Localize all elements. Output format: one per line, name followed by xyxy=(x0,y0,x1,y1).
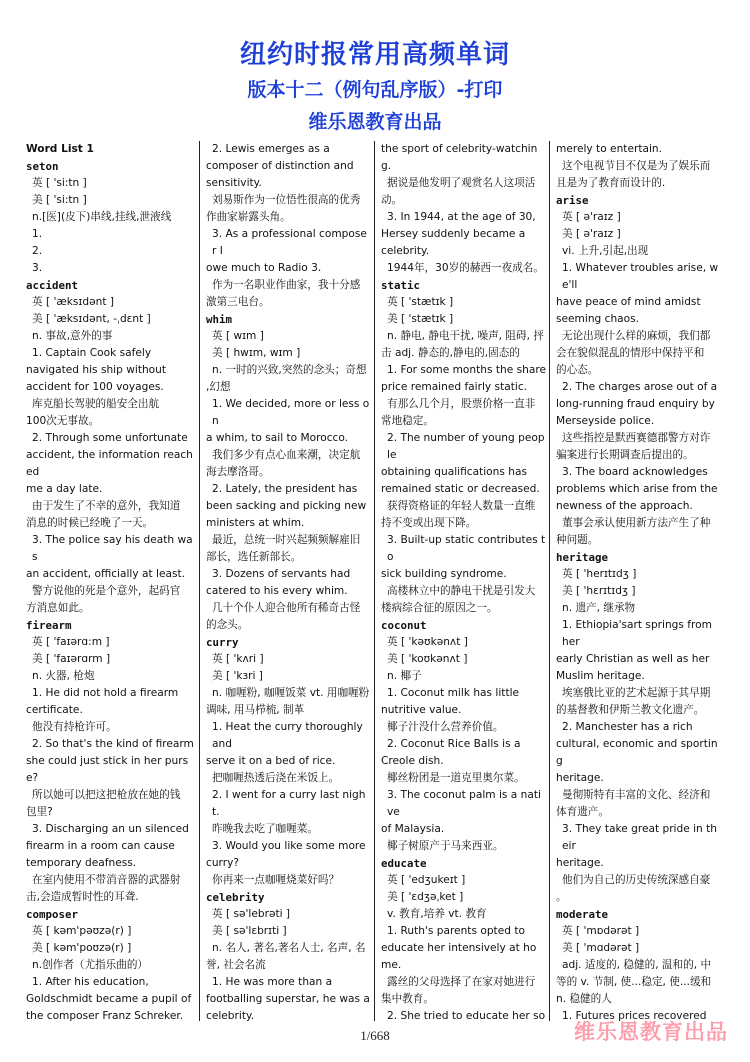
entry-line: Goldschmidt became a pupil of xyxy=(26,993,192,1005)
entry-line: 的基督教和伊斯兰教文化遗产。 xyxy=(556,704,705,716)
entry-line: 作为一名职业作曲家，我十分感 xyxy=(212,279,361,291)
entry-line: n. 椰子 xyxy=(387,670,422,682)
entry-line: 美 [ 'si:tn ] xyxy=(32,194,87,206)
entry-line: 部长，选任新部长。 xyxy=(206,551,302,563)
entry-line: 100次无事故。 xyxy=(26,415,100,427)
entry-line: 美 [ 'æksɪdənt, -ˌdɛnt ] xyxy=(32,313,151,325)
entry-line: owe much to Radio 3. xyxy=(206,262,322,274)
document-publisher: 维乐恩教育出品 xyxy=(308,111,442,133)
entry-line: 3. Dozens of servants had xyxy=(212,568,351,580)
entry-line: 露丝的父母选择了在家对她进行 xyxy=(387,976,536,988)
entry-line: merely to entertain. xyxy=(556,143,662,155)
entry-line: 1. Captain Cook safely xyxy=(32,347,152,359)
entry-line: 2. Manchester has a rich xyxy=(562,721,693,733)
entry-line: 等的 v. 节制, 使...稳定, 使...缓和 xyxy=(556,976,712,988)
headword: coconut xyxy=(381,619,427,632)
column-2 xyxy=(199,141,374,1021)
column-3 xyxy=(374,141,549,1021)
entry-line: 最近，总统一时兴起频频解雇旧 xyxy=(212,534,361,546)
entry-line: navigated his ship without xyxy=(26,364,167,376)
entry-line: 这个电视节目不仅是为了娱乐而 xyxy=(562,160,711,172)
entry-line: 1. Futures prices recovered xyxy=(562,1010,707,1021)
word-list-title: Word List 1 xyxy=(26,143,94,155)
entry-line: heritage. xyxy=(556,772,604,784)
entry-line: 几十个仆人迎合他所有稀奇古怪 xyxy=(212,602,361,614)
entry-line: 激第三电台。 xyxy=(206,296,270,308)
document-header xyxy=(0,38,750,136)
entry-line: 2. The number of young people xyxy=(387,432,545,461)
entry-line: the composer Franz Schreker. xyxy=(26,1010,184,1021)
entry-line: 英 [ 'herɪtɪdʒ ] xyxy=(562,568,637,580)
entry-line: 包里? xyxy=(26,806,53,818)
entry-line: heritage. xyxy=(556,857,604,869)
entry-line: educate her intensively at home. xyxy=(381,942,537,971)
headword: whim xyxy=(206,313,233,326)
entry-line: 1. For some months the share xyxy=(387,364,546,376)
entry-line: 在室内使用不带消音器的武器射 xyxy=(32,874,181,886)
entry-line: 美 [ 'stætɪk ] xyxy=(387,313,454,325)
entry-line: 3. Built-up static contributes to xyxy=(387,534,546,563)
headword: curry xyxy=(206,636,239,649)
entry-line: adj. 适度的, 稳健的, 温和的, 中 xyxy=(562,959,712,971)
entry-line: serve it on a bed of rice. xyxy=(206,755,336,767)
entry-line: 骗案进行长期调查后提出的。 xyxy=(556,449,694,461)
entry-line: 据说是他发明了观赏名人这项活 xyxy=(387,177,536,189)
headword: moderate xyxy=(556,908,609,921)
entry-line: been sacking and picking new xyxy=(206,500,367,512)
entry-line: 1. He was more than a xyxy=(212,976,333,988)
entry-line: Merseyside police. xyxy=(556,415,655,427)
entry-line: 2. The charges arose out of a xyxy=(562,381,718,393)
entry-line: 1. Heat the curry thoroughly and xyxy=(212,721,363,750)
entry-line: ministers at whim. xyxy=(206,517,305,529)
entry-line: remained static or decreased. xyxy=(381,483,540,495)
headword: educate xyxy=(381,857,427,870)
entry-line: vi. 上升,引起,出现 xyxy=(562,245,649,257)
entry-line: 美 [ sə'lɛbrɪti ] xyxy=(212,925,287,937)
entry-line: 英 [ 'kʌri ] xyxy=(212,653,264,665)
entry-line: newness of the approach. xyxy=(556,500,693,512)
entry-line: 2. Lately, the president has xyxy=(212,483,358,495)
entry-line: 董事会承认使用新方法产生了种 xyxy=(562,517,711,529)
column-1 xyxy=(24,141,199,1021)
entry-line: cultural, economic and sporting xyxy=(556,738,718,767)
entry-line: 美 [ 'koʊkənʌt ] xyxy=(387,653,468,665)
headword: heritage xyxy=(556,551,609,564)
entry-line: 有那么几个月，股票价格一直非 xyxy=(387,398,536,410)
entry-line: nutritive value. xyxy=(381,704,462,716)
entry-line: 无论出现什么样的麻烦，我们都 xyxy=(562,330,711,342)
entry-line: 英 [ ə'raɪz ] xyxy=(562,211,621,223)
entry-line: a whim, to sail to Morocco. xyxy=(206,432,349,444)
entry-line: 这些指控是默西赛德郡警方对诈 xyxy=(562,432,711,444)
entry-line: temporary deafness. xyxy=(26,857,137,869)
entry-line: price remained fairly static. xyxy=(381,381,528,393)
entry-line: n. 一时的兴致,突然的念头；奇想 xyxy=(212,364,367,376)
entry-line: curry? xyxy=(206,857,239,869)
entry-line: have peace of mind amidst xyxy=(556,296,701,308)
entry-line: an accident, officially at least. xyxy=(26,568,186,580)
entry-line: celebrity. xyxy=(381,245,430,257)
entry-line: 的念头。 xyxy=(206,619,249,631)
entry-line: obtaining qualifications has xyxy=(381,466,527,478)
entry-line: n. 遗产, 继承物 xyxy=(562,602,636,614)
entry-line: 美 [ 'ɛdʒəˌket ] xyxy=(387,891,464,903)
entry-line: of Malaysia. xyxy=(381,823,445,835)
document-title: 纽约时报常用高频单词 xyxy=(239,40,510,70)
entry-line: accident for 100 voyages. xyxy=(26,381,164,393)
entry-line: 美 [ ə'raɪz ] xyxy=(562,228,621,240)
entry-line: 你再来一点咖喱烧菜好吗？ xyxy=(212,874,340,886)
entry-line: accident, the information reached xyxy=(26,449,193,478)
entry-line: 1. xyxy=(32,228,43,240)
headword: firearm xyxy=(26,619,72,632)
entry-line: 1. Coconut milk has little xyxy=(387,687,520,699)
entry-line: 他没有持枪许可。 xyxy=(32,721,117,733)
entry-line: n. 稳健的人 xyxy=(556,993,612,1005)
entry-line: n. 名人, 著名,著名人士, 名声, 名 xyxy=(212,942,366,954)
entry-line: she could just stick in her purse? xyxy=(26,755,189,784)
entry-line: early Christian as well as her xyxy=(556,653,710,665)
entry-line: 英 [ 'faɪərɑ:m ] xyxy=(32,636,110,648)
entry-line: v. 教育,培养 vt. 教育 xyxy=(387,908,487,920)
entry-line: 海去摩洛哥。 xyxy=(206,466,270,478)
entry-line: 集中教育。 xyxy=(381,993,434,1005)
column-4 xyxy=(549,141,724,1021)
entry-line: problems which arise from the xyxy=(556,483,718,495)
entry-line: 1. Ruth's parents opted to xyxy=(387,925,525,937)
entry-line: 美 [ 'hɛrɪtɪdʒ ] xyxy=(562,585,636,597)
entry-line: composer of distinction and xyxy=(206,160,354,172)
entry-line: 2. Lewis emerges as a xyxy=(212,143,330,155)
entry-line: 3. In 1944, at the age of 30, xyxy=(387,211,536,223)
entry-line: 3. The coconut palm is a native xyxy=(387,789,541,818)
entry-line: 英 [ wɪm ] xyxy=(212,330,264,342)
publisher-watermark: 维乐恩教育出品 xyxy=(574,1020,728,1044)
entry-line: 英 [ 'kəʊkənʌt ] xyxy=(387,636,468,648)
entry-line: 埃塞俄比亚的艺术起源于其早期 xyxy=(562,687,711,699)
entry-line: 且是为了教育而设计的. xyxy=(556,177,666,189)
entry-line: 方消息如此。 xyxy=(26,602,90,614)
entry-line: 美 [ kəm'poʊzə(r) ] xyxy=(32,942,132,954)
entry-line: n. 静电, 静电干扰, 噪声, 阻碍, 抨 xyxy=(387,330,544,342)
entry-line: 击 adj. 静态的,静电的,固态的 xyxy=(381,347,520,359)
document-subtitle: 版本十二（例句乱序版）-打印 xyxy=(247,79,503,101)
entry-line: Muslim heritage. xyxy=(556,670,645,682)
entry-line: 他们为自己的历史传统深感自豪 xyxy=(562,874,711,886)
entry-line: celebrity. xyxy=(206,1010,255,1021)
entry-line: me a day late. xyxy=(26,483,103,495)
entry-line: Hersey suddenly became a xyxy=(381,228,526,240)
entry-line: long-running fraud enquiry by xyxy=(556,398,715,410)
entry-line: 椰子树原产于马来西亚。 xyxy=(387,840,504,852)
entry-line: 2. Coconut Rice Balls is a xyxy=(387,738,521,750)
entry-line: n.创作者（尤指乐曲的） xyxy=(32,959,149,971)
entry-line: footballing superstar, he was a xyxy=(206,993,370,1005)
entry-line: n.[医](皮下)串线,挂线,泄液线 xyxy=(32,211,172,223)
entry-line: 英 [ kəm'pəʊzə(r) ] xyxy=(32,925,132,937)
entry-line: 2. So that's the kind of firearm xyxy=(32,738,194,750)
entry-line: 2. Through some unfortunate xyxy=(32,432,188,444)
entry-line: 3. They take great pride in their xyxy=(562,823,718,852)
entry-line: ,幻想 xyxy=(206,381,231,393)
entry-line: n. 咖喱粉, 咖喱饭菜 vt. 用咖喱粉 xyxy=(212,687,370,699)
entry-line: 2. She tried to educate her so xyxy=(387,1010,546,1021)
entry-line: 警方说他的死是个意外，起码官 xyxy=(32,585,181,597)
entry-line: 1. After his education, xyxy=(32,976,149,988)
word-list-columns xyxy=(24,141,724,1021)
entry-line: 3. Discharging an un silenced xyxy=(32,823,189,835)
entry-line: 种问题。 xyxy=(556,534,599,546)
entry-line: seeming chaos. xyxy=(556,313,640,325)
entry-line: sick building syndrome. xyxy=(381,568,507,580)
entry-line: 3. As a professional composer I xyxy=(212,228,367,257)
entry-line: 库克船长驾驶的船安全出航 xyxy=(32,398,160,410)
entry-line: 3. xyxy=(32,262,43,274)
entry-line: 英 [ sə'lebrəti ] xyxy=(212,908,291,920)
entry-line: 刘易斯作为一位悟性很高的优秀 xyxy=(212,194,361,206)
headword: seton xyxy=(26,160,59,173)
entry-line: 1. We decided, more or less on xyxy=(212,398,370,427)
entry-line: 消息的时候已经晚了一天。 xyxy=(26,517,154,529)
entry-line: 所以她可以把这把枪放在她的钱 xyxy=(32,789,181,801)
entry-line: n. 火器, 枪炮 xyxy=(32,670,95,682)
entry-line: 体育遗产。 xyxy=(556,806,609,818)
entry-line: 椰丝粉团是一道克里奥尔菜。 xyxy=(387,772,525,784)
entry-line: 1. Whatever troubles arise, we'll xyxy=(562,262,719,291)
entry-line: 1944年，30岁的赫西一夜成名。 xyxy=(387,262,544,274)
headword: arise xyxy=(556,194,589,207)
entry-line: 英 [ 'mɒdərət ] xyxy=(562,925,640,937)
headword: celebrity xyxy=(206,891,265,904)
entry-line: 英 [ 'æksɪdənt ] xyxy=(32,296,114,308)
entry-line: firearm in a room can cause xyxy=(26,840,175,852)
entry-line: 美 [ 'mɑdərət ] xyxy=(562,942,640,954)
entry-line: 英 [ 'si:tn ] xyxy=(32,177,87,189)
entry-line: 会在貌似混乱的情形中保持平和 xyxy=(556,347,705,359)
entry-line: 美 [ 'kɜri ] xyxy=(212,670,263,682)
entry-line: n. 事故,意外的事 xyxy=(32,330,113,342)
entry-line: 我们多少有点心血来潮，决定航 xyxy=(212,449,361,461)
headword: composer xyxy=(26,908,79,921)
entry-line: 的心态。 xyxy=(556,364,599,376)
page-number: 1/668 xyxy=(360,1028,390,1043)
entry-line: 作曲家崭露头角。 xyxy=(206,211,291,223)
entry-line: catered to his every whim. xyxy=(206,585,348,597)
entry-line: sensitivity. xyxy=(206,177,262,189)
entry-line: 击,会造成暂时性的耳聋. xyxy=(26,891,139,903)
entry-line: 3. The police say his death was xyxy=(32,534,193,563)
entry-line: 高楼林立中的静电干扰是引发大 xyxy=(387,585,536,597)
entry-line: 誉, 社会名流 xyxy=(206,959,266,971)
entry-line: 英 [ 'stætɪk ] xyxy=(387,296,454,308)
entry-line: 3. The board acknowledges xyxy=(562,466,708,478)
entry-line: 3. Would you like some more xyxy=(212,840,366,852)
entry-line: 1. Ethiopia'sart springs from her xyxy=(562,619,712,648)
entry-line: 获得资格证的年轻人数量一直维 xyxy=(387,500,536,512)
entry-line: 椰子汁没什么营养价值。 xyxy=(387,721,504,733)
entry-line: 由于发生了不幸的意外，我知道 xyxy=(32,500,181,512)
headword: static xyxy=(381,279,421,292)
entry-line: 2. I went for a curry last night. xyxy=(212,789,366,818)
entry-line: 美 [ 'faɪərɑrm ] xyxy=(32,653,111,665)
entry-line: 楼病综合征的原因之一。 xyxy=(381,602,498,614)
headword: accident xyxy=(26,279,79,292)
entry-line: 昨晚我去吃了咖喱菜。 xyxy=(212,823,318,835)
entry-line: the sport of celebrity-watching. xyxy=(381,143,538,172)
entry-line: 持不变或出现下降。 xyxy=(381,517,477,529)
entry-line: 。 xyxy=(556,891,567,903)
entry-line: 英 [ 'edʒukeɪt ] xyxy=(387,874,466,886)
entry-line: 曼彻斯特有丰富的文化、经济和 xyxy=(562,789,711,801)
entry-line: 美 [ hwɪm, wɪm ] xyxy=(212,347,301,359)
entry-line: 2. xyxy=(32,245,43,257)
entry-line: 把咖喱热透后浇在米饭上。 xyxy=(212,772,340,784)
entry-line: certificate. xyxy=(26,704,83,716)
entry-line: Creole dish. xyxy=(381,755,444,767)
entry-line: 1. He did not hold a firearm xyxy=(32,687,179,699)
entry-line: 常地稳定。 xyxy=(381,415,434,427)
entry-line: 动。 xyxy=(381,194,403,206)
entry-line: 调味, 用马栉梳, 制革 xyxy=(206,704,305,716)
